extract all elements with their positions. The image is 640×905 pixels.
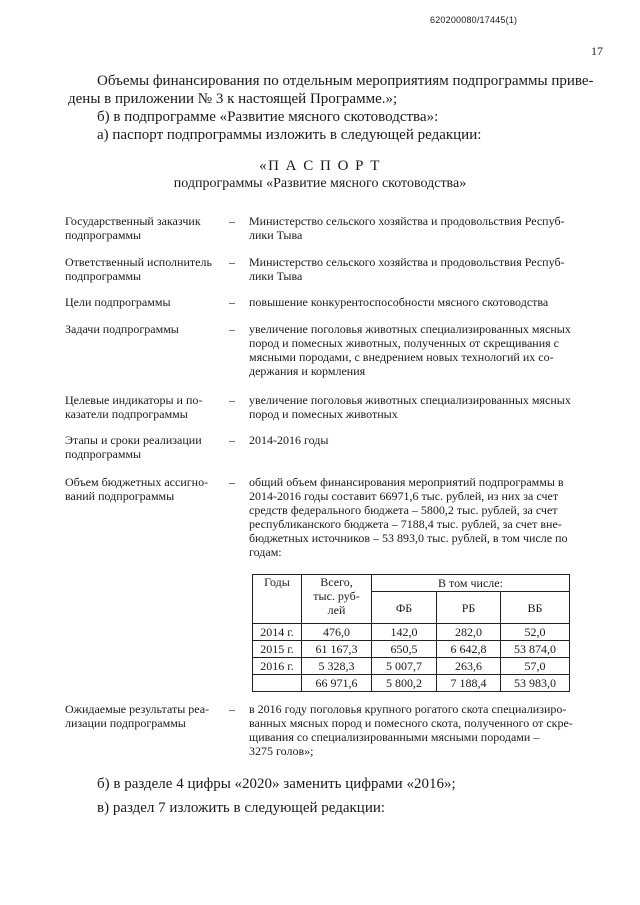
row-dash: – [229,393,235,407]
row-value-indicators [249,393,594,421]
value-line: пород и помесных животных, полученных от скрещивания с [249,336,559,350]
row-value-budget [249,475,594,559]
label-line: лизации подпрограммы [65,716,186,730]
value-line: Министерство сельского хозяйства и продовольствия Респуб- [249,255,565,269]
row-dash: – [229,214,235,228]
value-line: пород и помесных животных [249,407,398,421]
cell-fb: 5 007,7 [372,658,437,675]
row-value-goals [249,295,594,309]
cell-vb: 53 983,0 [501,675,570,692]
table-row-total [253,675,570,692]
cell-year [253,675,302,692]
row-label-indicators [65,393,220,421]
table-row [253,658,570,675]
row-dash: – [229,295,235,309]
value-line: 2014-2016 годы составит 66971,6 тыс. рублей, из них за счет [249,489,559,503]
label-line: ваний подпрограммы [65,489,175,503]
row-label-stages [65,433,220,461]
item-a-passport: а) паспорт подпрограммы изложить в следующей редакции: [97,127,482,143]
document-number: 620200080/17445(1) [430,15,518,25]
header-total-line: лей [327,603,346,617]
row-value-results [249,702,594,758]
row-value-stages [249,433,594,447]
value-line: лики Тыва [249,269,303,283]
header-rb: РБ [437,592,501,624]
label-line: Объем бюджетных ассигно- [65,475,209,489]
label-line: подпрограммы [65,269,142,283]
cell-rb: 282,0 [437,624,501,641]
label-line: Целевые индикаторы и по- [65,393,203,407]
label-line: Государственный заказчик [65,214,201,228]
value-line: мясными породами, с внедрением новых технологий их со- [249,350,554,364]
cell-total: 5 328,3 [302,658,372,675]
value-line: 3275 голов»; [249,744,314,758]
value-line: средств федерального бюджета – 5800,2 тыс. рублей, за счет [249,503,558,517]
label-line: казатели подпрограммы [65,407,188,421]
value-line: щивания со специализированными мясными породами – [249,730,540,744]
cell-fb: 142,0 [372,624,437,641]
value-line: Министерство сельского хозяйства и продовольствия Респуб- [249,214,565,228]
label-line: подпрограммы [65,447,142,461]
row-label-executor [65,255,220,283]
value-line: в 2016 году поголовья крупного рогатого скота специализиро- [249,702,567,716]
cell-total: 476,0 [302,624,372,641]
header-total-line: Всего, [320,575,353,589]
table-row [253,641,570,658]
cell-rb: 7 188,4 [437,675,501,692]
header-including: В том числе: [372,575,570,592]
cell-year: 2016 г. [253,658,302,675]
row-value-executor [249,255,594,283]
item-v-section-7: в) раздел 7 изложить в следующей редакции: [97,800,386,816]
row-label-goals [65,295,220,309]
row-dash: – [229,433,235,447]
cell-year: 2015 г. [253,641,302,658]
header-total-line: тыс. руб- [313,589,360,603]
label-line: Цели подпрограммы [65,295,171,309]
intro-paragraph-line-1: Объемы финансирования по отдельным мероприятиям подпрограммы приве- [97,73,594,89]
cell-vb: 53 874,0 [501,641,570,658]
value-line: 2014-2016 годы [249,433,329,447]
header-vb: ВБ [501,592,570,624]
cell-fb: 5 800,2 [372,675,437,692]
value-line: общий объем финансирования мероприятий подпрограммы в [249,475,564,489]
cell-vb: 57,0 [501,658,570,675]
intro-paragraph-line-2: дены в приложении № 3 к настоящей Программе.»; [68,91,398,107]
label-line: Ожидаемые результаты реа- [65,702,210,716]
row-dash: – [229,322,235,336]
item-b-section-4: б) в разделе 4 цифры «2020» заменить цифрами «2016»; [97,776,456,792]
cell-total: 66 971,6 [302,675,372,692]
finance-table [252,574,570,692]
row-label-budget [65,475,220,503]
cell-rb: 263,6 [437,658,501,675]
row-value-tasks [249,322,594,378]
page-number: 17 [591,44,603,58]
value-line: ванных мясных пород и помесного скота, полученного от скре- [249,716,573,730]
row-label-results [65,702,220,730]
row-dash: – [229,702,235,716]
cell-vb: 52,0 [501,624,570,641]
label-line: Ответственный исполнитель [65,255,212,269]
header-years: Годы [253,575,302,624]
item-b-subprogram: б) в подпрограмме «Развитие мясного скотоводства»: [97,109,439,125]
value-line: лики Тыва [249,228,303,242]
label-line: подпрограммы [65,228,142,242]
passport-subtitle: подпрограммы «Развитие мясного скотоводства» [173,176,467,191]
value-line: повышение конкурентоспособности мясного скотоводства [249,295,549,309]
value-line: увеличение поголовья животных специализированных мясных [249,393,571,407]
row-dash: – [229,255,235,269]
value-line: годам: [249,545,282,559]
label-line: Этапы и сроки реализации [65,433,202,447]
label-line: Задачи подпрограммы [65,322,179,336]
row-value-customer [249,214,594,242]
value-line: республиканского бюджета – 7188,4 тыс. рублей, за счет вне- [249,517,562,531]
row-label-customer [65,214,220,242]
row-dash: – [229,475,235,489]
passport-title: «П А С П О Р Т [259,158,381,174]
cell-fb: 650,5 [372,641,437,658]
value-line: держания и кормления [249,364,366,378]
cell-total: 61 167,3 [302,641,372,658]
row-label-tasks [65,322,220,336]
cell-year: 2014 г. [253,624,302,641]
value-line: бюджетных источников – 53 893,0 тыс. рублей, в том числе по [249,531,568,545]
header-fb: ФБ [372,592,437,624]
cell-rb: 6 642,8 [437,641,501,658]
header-total [302,575,372,624]
table-row [253,624,570,641]
value-line: увеличение поголовья животных специализированных мясных [249,322,571,336]
